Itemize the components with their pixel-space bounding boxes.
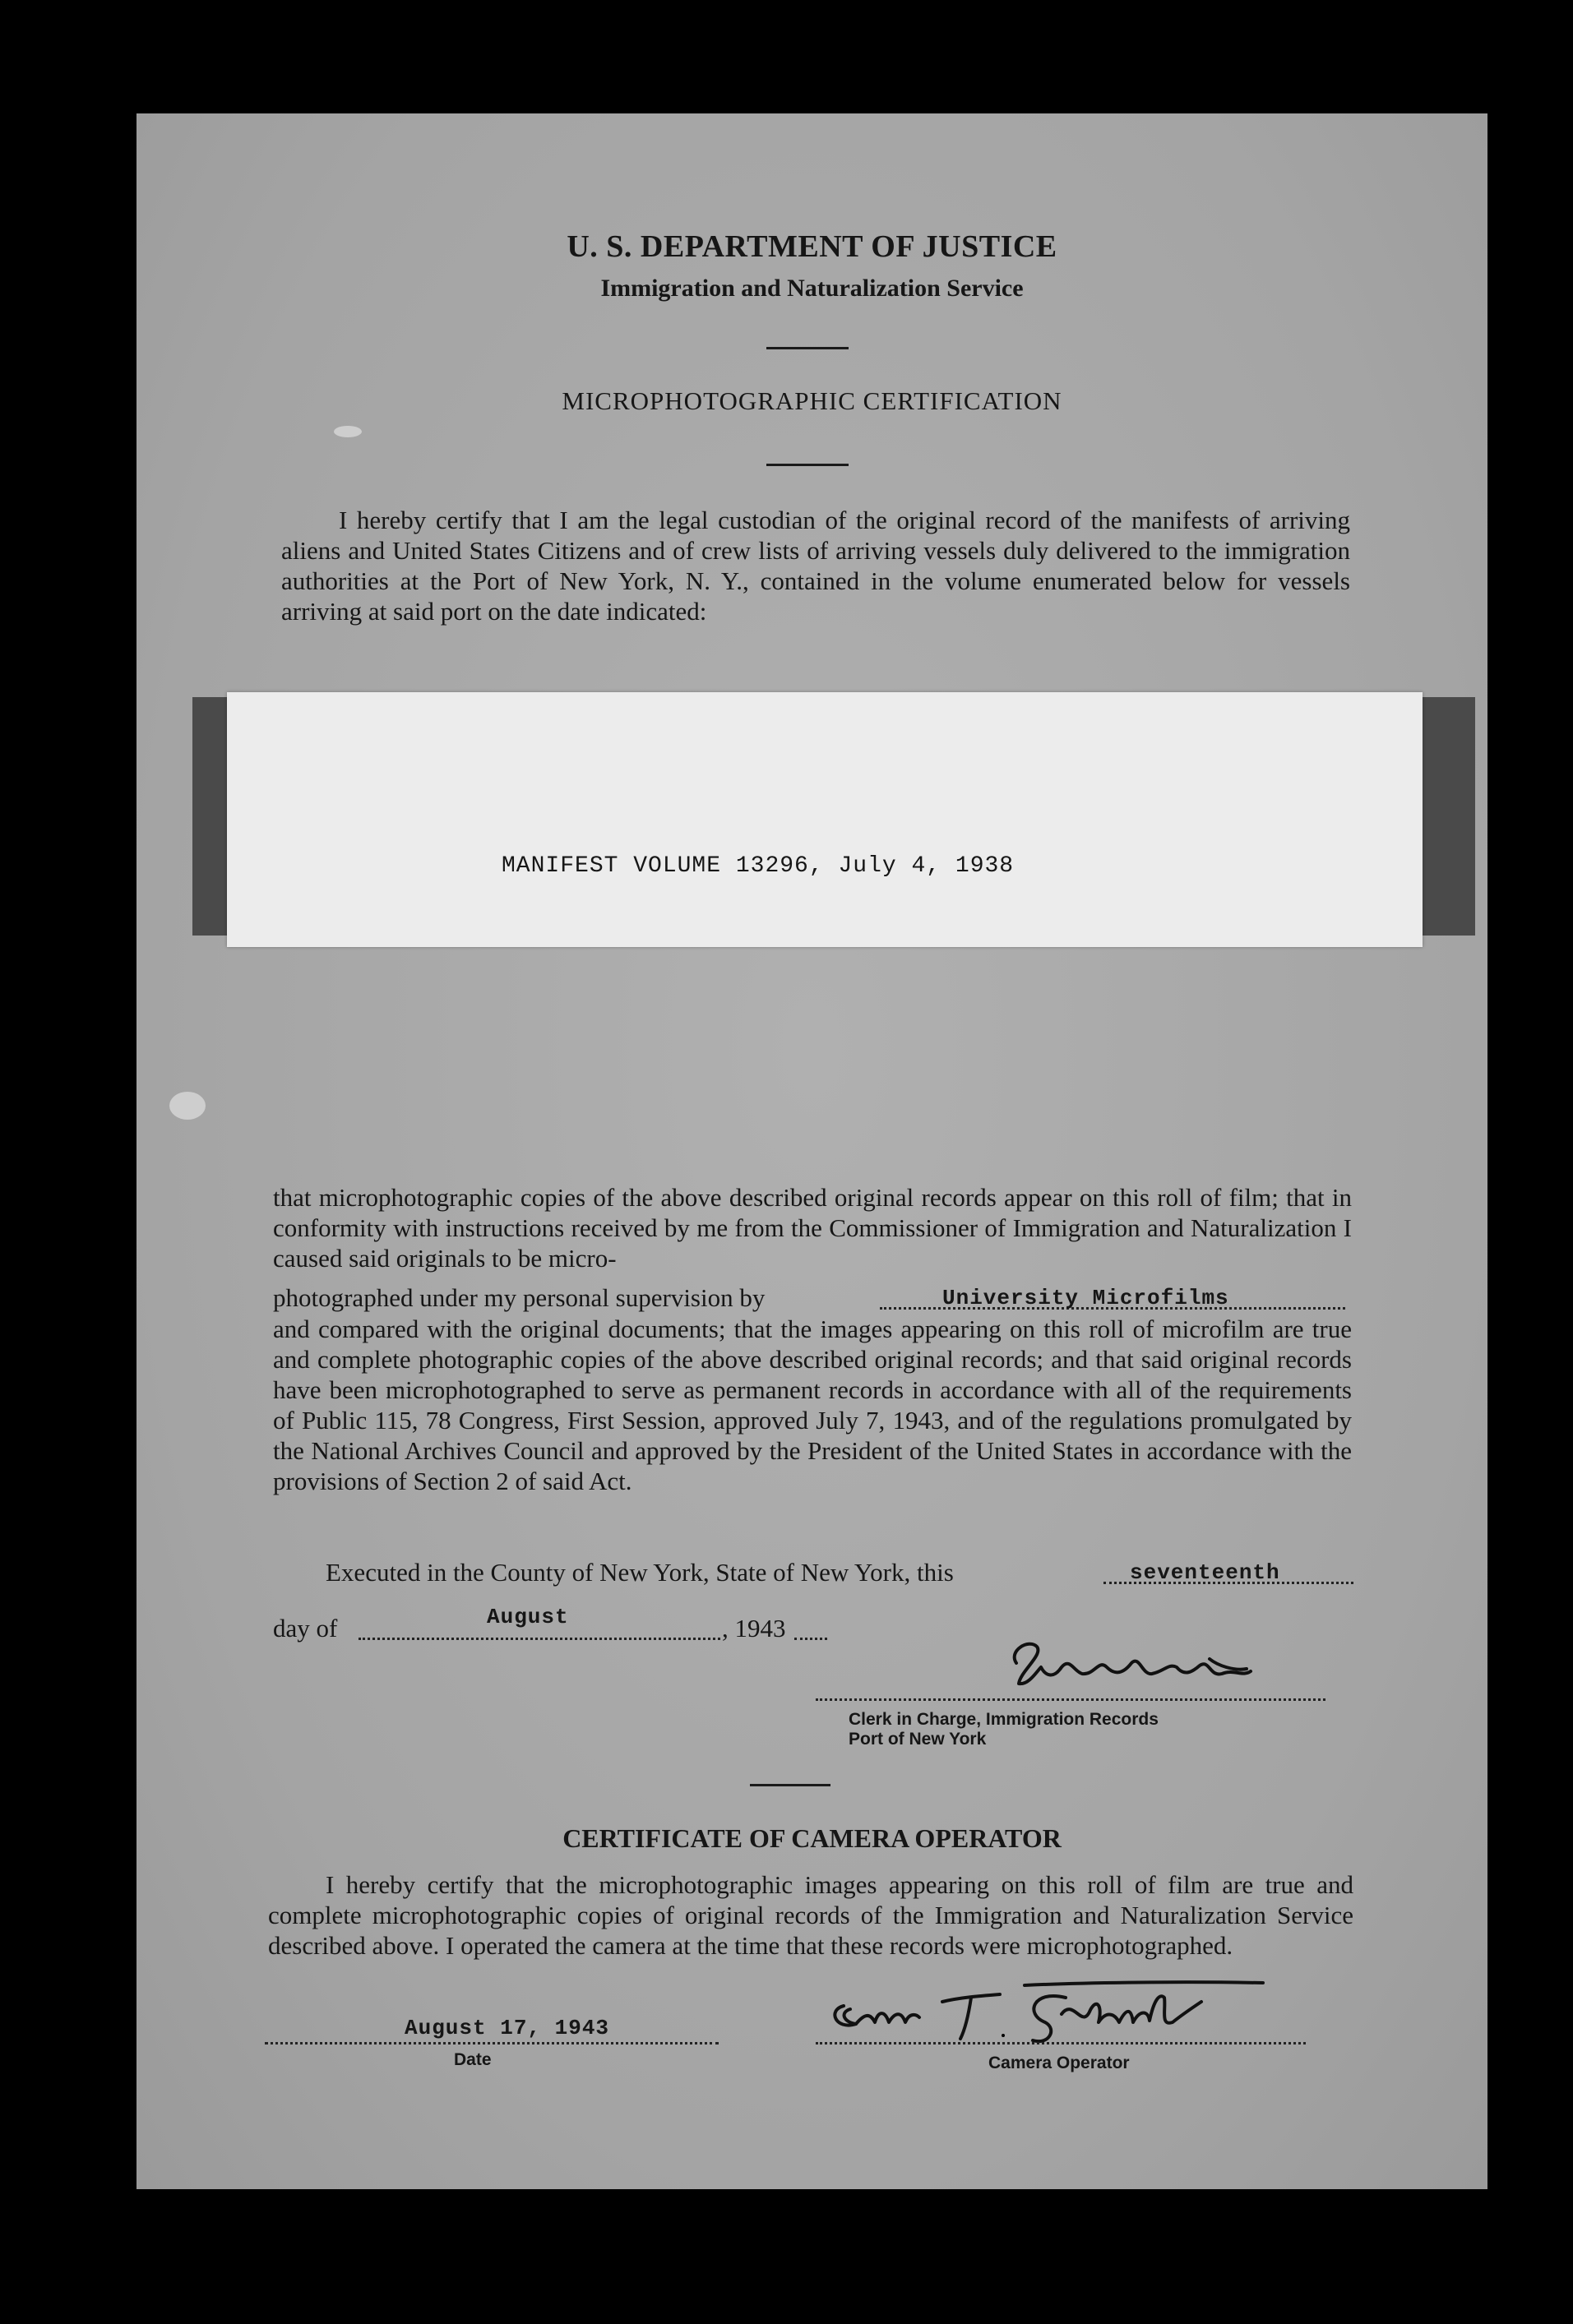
clerk-title-line2: Port of New York: [849, 1730, 987, 1749]
department-heading: U. S. DEPARTMENT OF JUSTICE: [567, 229, 1057, 264]
certificate-page: [136, 113, 1487, 2189]
divider: [766, 347, 849, 349]
body-paragraph-part2: and compared with the original documents; that the images appearing on this roll of microfilm are true and complete photographic copies of the above described original records; and that said original records have been microphotographed to serve as permanent records in accordance with all of the requirements of Public 115, 78 Congress, First Session, approved July 7, 1943, and of the regulations promulgated by the National Archives Council and approved by the President of the United States in accordance with the provisions of Section 2 of said Act.: [273, 1314, 1352, 1495]
divider: [766, 464, 849, 466]
date-label: Date: [454, 2050, 492, 2069]
camera-certificate-paragraph: I hereby certify that the microphotographic images appearing on this roll of film are true and complete microphotographic copies of original records of the Immigration and Naturalization Service described above. I operated the camera at the time that these records were microphotographed.: [268, 1870, 1353, 1960]
clerk-title-line1: Clerk in Charge, Immigration Records: [849, 1710, 1159, 1729]
year-line: [794, 1638, 827, 1640]
camera-operator-label: Camera Operator: [988, 2054, 1130, 2072]
certificate-date: August 17, 1943: [405, 2016, 610, 2040]
supervision-prefix: photographed under my personal supervision by: [273, 1283, 766, 1312]
film-artifact: [334, 426, 362, 437]
execution-month: August: [487, 1605, 569, 1629]
execution-day: seventeenth: [1130, 1560, 1280, 1585]
supervisor-value: University Microfilms: [942, 1286, 1229, 1310]
execution-prefix: Executed in the County of New York, State of New York, this: [326, 1558, 954, 1587]
execution-year: , 1943: [722, 1614, 786, 1643]
divider: [750, 1784, 830, 1786]
body-paragraph-part1: that microphotographic copies of the above described original records appear on this roll of film; that in conformity with instructions received by me from the Commissioner of Immigration and Naturalization I caused said originals to be micro-: [273, 1183, 1352, 1273]
camera-operator-line: [816, 2042, 1306, 2044]
manifest-volume-text: MANIFEST VOLUME 13296, July 4, 1938: [502, 853, 1015, 879]
service-subheading: Immigration and Naturalization Service: [600, 275, 1024, 302]
month-line: [359, 1638, 720, 1640]
intro-paragraph: I hereby certify that I am the legal custodian of the original record of the manifests of arriving aliens and United States Citizens and of crew lists of arriving vessels duly delivered to the immigration authorities at the Port of New York, N. Y., contained in the volume enumerated below for vessels arriving at said port on the date indicated:: [281, 506, 1350, 626]
clerk-signature: [938, 1626, 1399, 1700]
film-artifact: [169, 1092, 206, 1120]
camera-certificate-heading: CERTIFICATE OF CAMERA OPERATOR: [562, 1823, 1062, 1853]
day-of-label: day of: [273, 1614, 338, 1643]
clerk-signature-line: [816, 1698, 1325, 1701]
certification-title: MICROPHOTOGRAPHIC CERTIFICATION: [562, 386, 1062, 415]
date-line: [265, 2042, 719, 2044]
manifest-slip: [227, 692, 1423, 947]
